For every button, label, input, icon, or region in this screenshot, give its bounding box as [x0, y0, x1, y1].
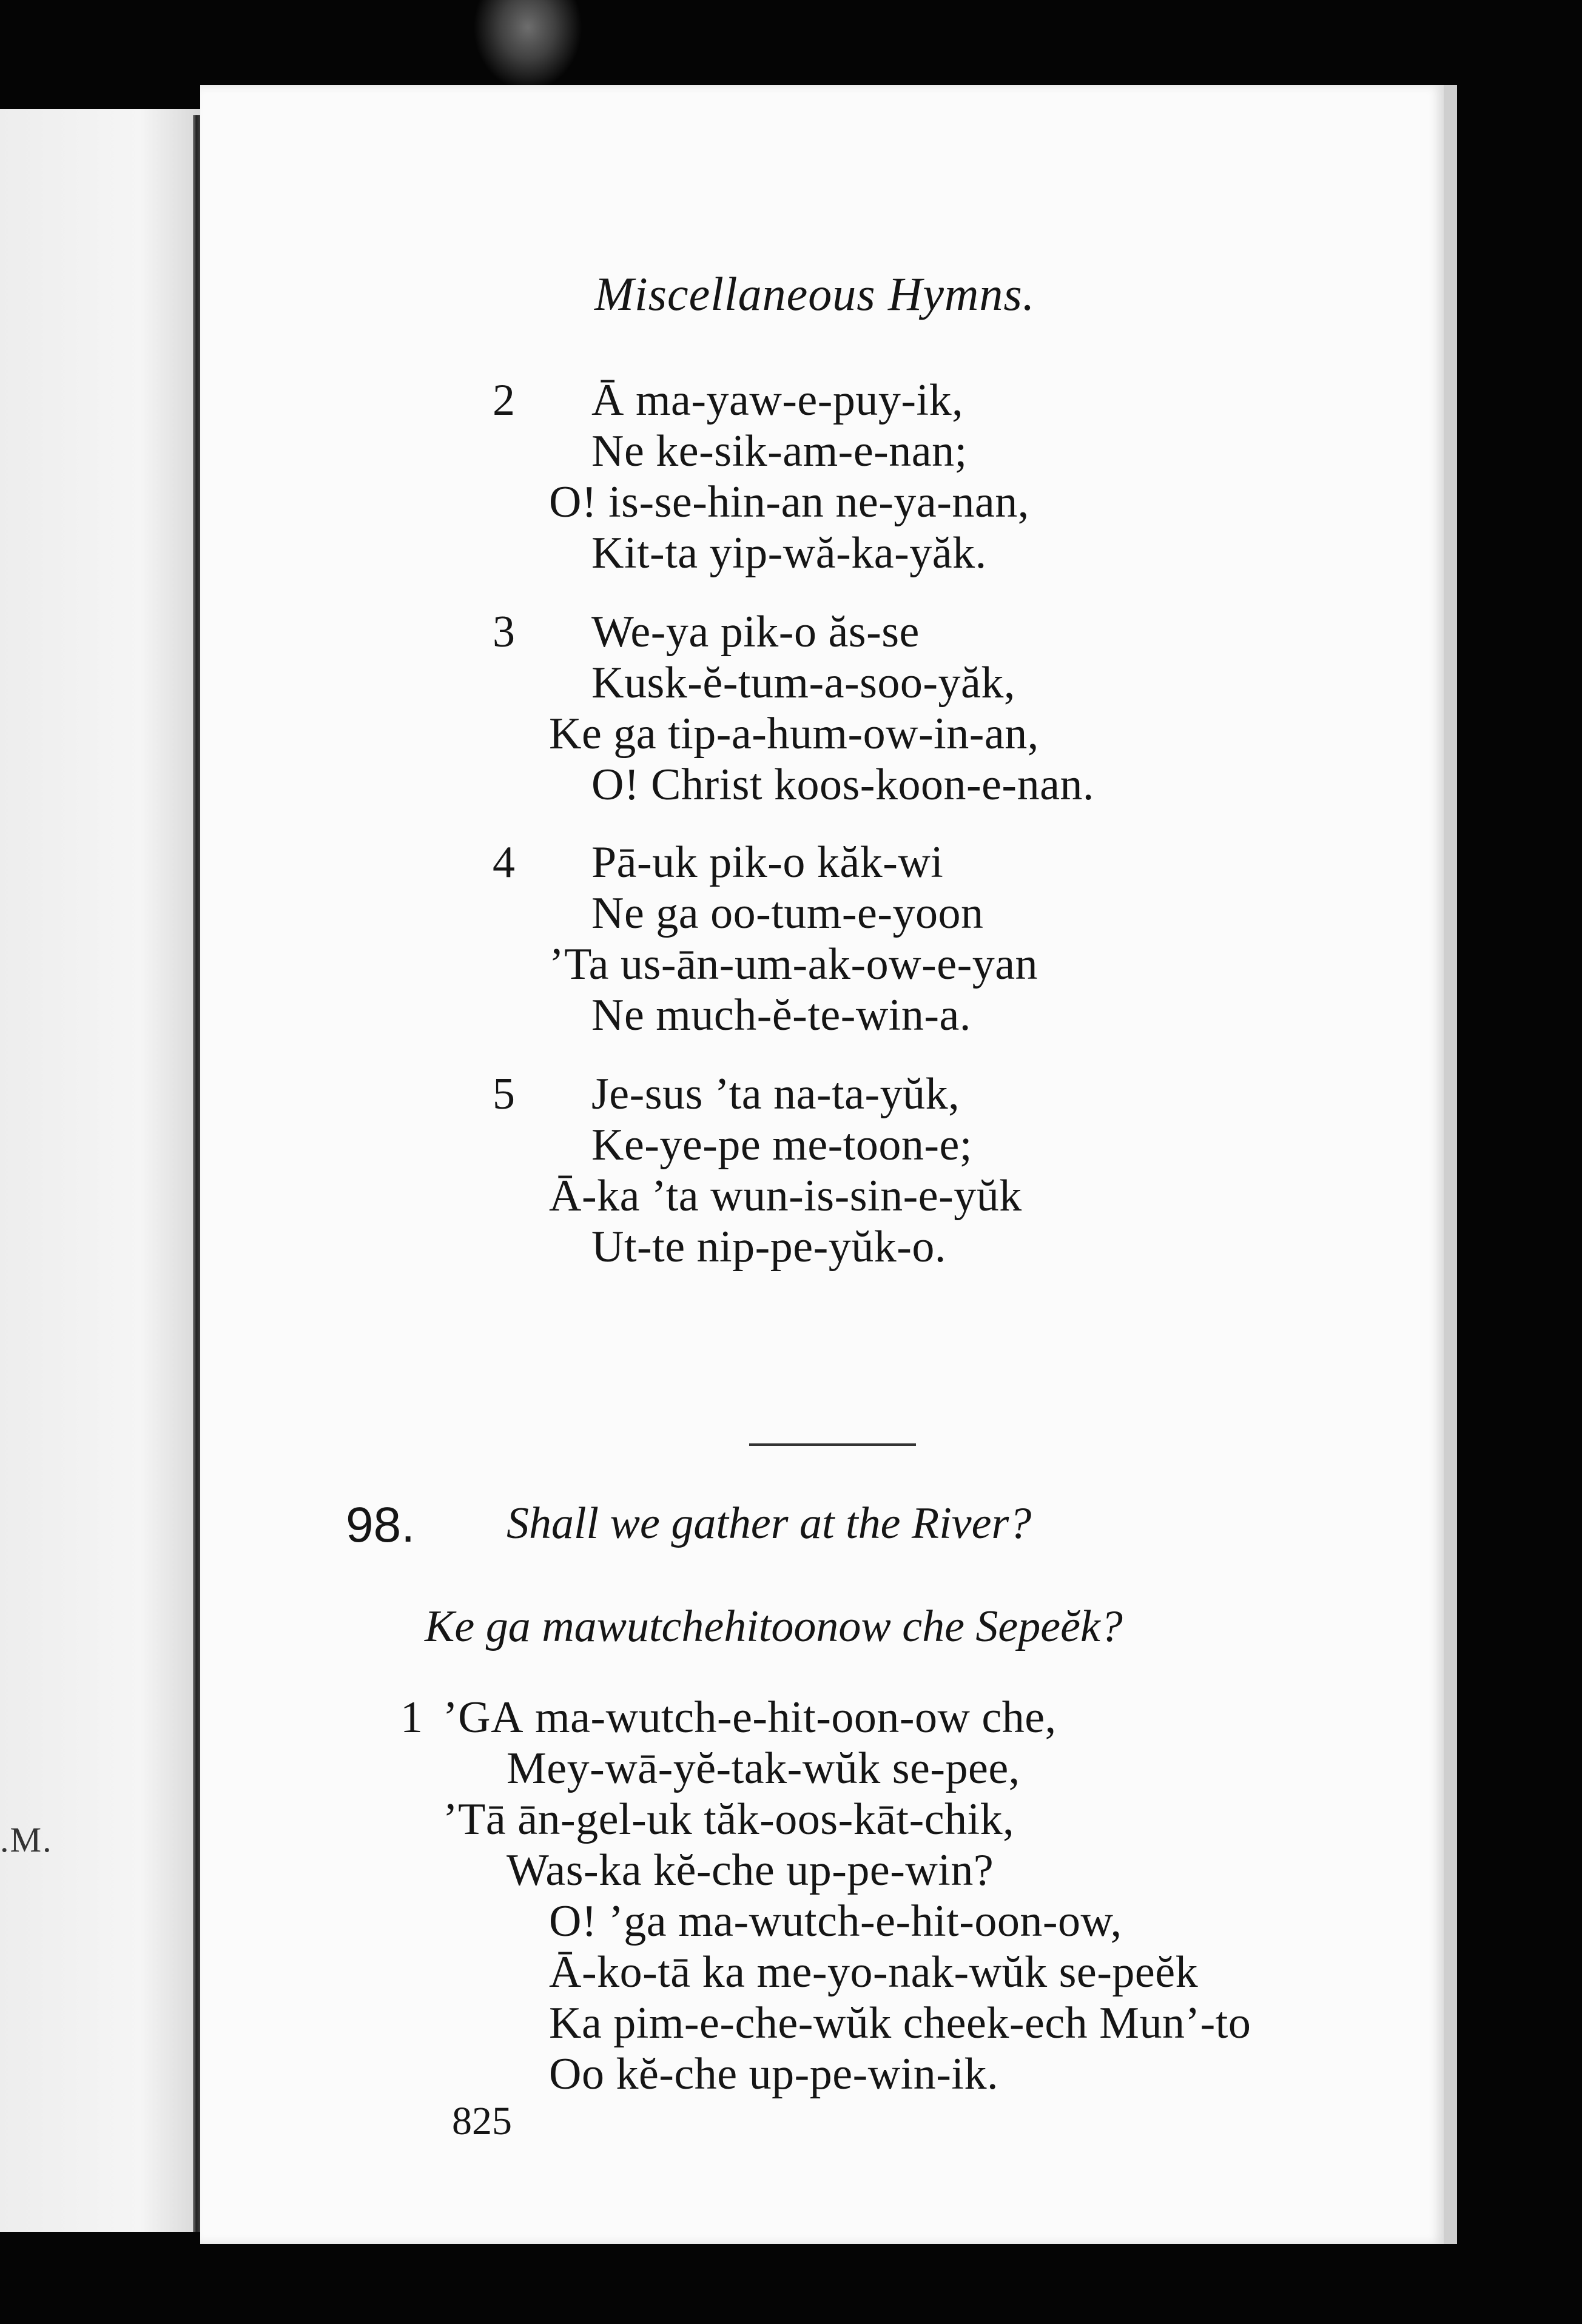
verse-line: Kit-ta yip-wă-ka-yăk.	[591, 528, 987, 578]
verse-line: ’Ta us-ān-um-ak-ow-e-yan	[549, 939, 1038, 989]
verse-line: O! Christ koos-koon-e-nan.	[591, 760, 1094, 810]
hymn-subtitle: Ke ga mawutchehitoonow che Sepeĕk?	[425, 1602, 1123, 1651]
page-number: 825	[452, 2099, 512, 2143]
verse-line: Ā-ka ’ta wun-is-sin-e-yŭk	[549, 1171, 1022, 1221]
verse-line: Ke ga tip-a-hum-ow-in-an,	[549, 709, 1039, 759]
verse-line: Ne ke-sik-am-e-nan;	[591, 426, 968, 476]
section-divider	[749, 1443, 916, 1446]
running-head: Miscellaneous Hymns.	[594, 267, 1035, 320]
hymn-number: 98.	[346, 1497, 415, 1553]
book-page	[200, 85, 1457, 2244]
verse-line: Was-ka kĕ-che up-pe-win?	[507, 1845, 994, 1895]
verse-line: Ā ma-yaw-e-puy-ik,	[591, 375, 964, 425]
verse-number: 2	[493, 375, 515, 425]
verse-line: Ā-ko-tā ka me-yo-nak-wŭk se-peĕk	[549, 1947, 1199, 1997]
verse-line: Ke-ye-pe me-toon-e;	[591, 1120, 972, 1170]
verse-number: 4	[493, 838, 515, 887]
verse-line: Je-sus ’ta na-ta-yŭk,	[591, 1069, 960, 1119]
verse-number: 5	[493, 1069, 515, 1119]
verse-line: Oo kĕ-che up-pe-win-ik.	[549, 2049, 998, 2099]
first-line-rest: ma-wutch-e-hit-oon-ow che,	[523, 1693, 1057, 1742]
first-word-smallcaps: A	[491, 1693, 524, 1742]
verse-line: Kusk-ĕ-tum-a-soo-yăk,	[591, 658, 1015, 708]
verse-line	[443, 1692, 1057, 1744]
verse-line: We-ya pik-o ăs-se	[591, 607, 920, 657]
verse-line: ’Tā ān-gel-uk tăk-oos-kāt-chik,	[443, 1795, 1015, 1844]
facing-page-text-fragment: .M.	[0, 1820, 53, 1859]
first-word-initial: ’G	[443, 1693, 491, 1742]
verse-line: Ne much-ĕ-te-win-a.	[591, 990, 971, 1040]
verse-number: 3	[493, 607, 515, 657]
verse-line: Mey-wā-yĕ-tak-wŭk se-pee,	[507, 1744, 1020, 1793]
verse-line: Ne ga oo-tum-e-yoon	[591, 888, 984, 938]
facing-page-edge	[0, 109, 200, 2232]
verse-line: O! ’ga ma-wutch-e-hit-oon-ow,	[549, 1896, 1122, 1946]
verse-line: Pā-uk pik-o kăk-wi	[591, 838, 944, 887]
verse-number: 1	[400, 1693, 423, 1742]
verse-line: O! is-se-hin-an ne-ya-nan,	[549, 477, 1029, 527]
hymn-title: Shall we gather at the River?	[507, 1499, 1032, 1548]
scan-smudge	[473, 0, 582, 91]
verse-line: Ka pim-e-che-wŭk cheek-ech Mun’-to	[549, 1998, 1251, 2048]
verse-line: Ut-te nip-pe-yŭk-o.	[591, 1222, 946, 1272]
page-content	[200, 85, 1444, 2244]
